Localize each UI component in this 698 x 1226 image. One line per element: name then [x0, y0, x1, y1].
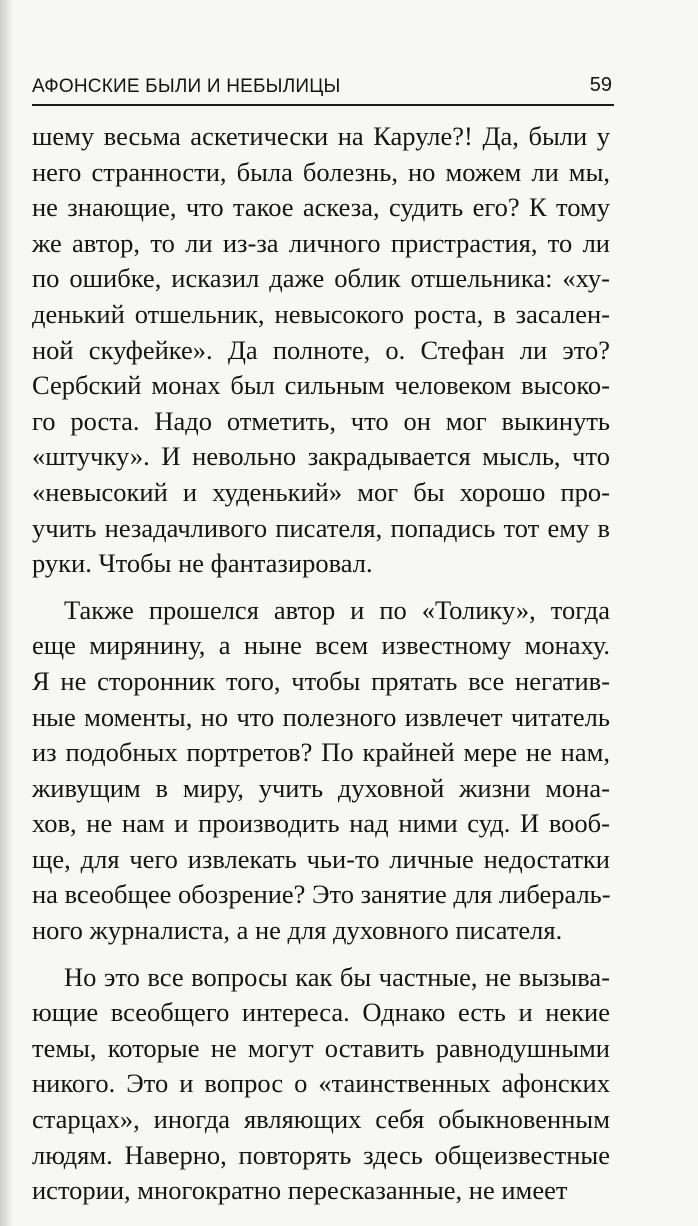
text-line: него странности, была болезнь, но можем ли мы,: [32, 156, 610, 187]
paragraph-gap: [32, 582, 610, 593]
text-line: ные моменты, но что полезного извлечет читатель: [32, 701, 610, 732]
text-line: «штучку». И невольно закрадывается мысль, что: [32, 441, 610, 472]
text-line: темы, которые не могут оставить равнодушными: [32, 1032, 610, 1063]
running-title: АФОНСКИЕ БЫЛИ И НЕБЫЛИЦЫ: [32, 76, 341, 97]
text-line: еще мирянину, а ныне всем известному монаху.: [32, 630, 610, 661]
body-text: [32, 119, 610, 1209]
text-line: руки. Чтобы не фантазировал.: [32, 548, 373, 579]
text-line: го роста. Надо отметить, что он мог выкинуть: [32, 405, 610, 436]
text-line: шему весьма аскетически на Каруле?! Да, были у: [32, 121, 610, 151]
text-line: не знающие, что такое аскеза, судить его? К тому: [32, 192, 610, 223]
text-line: на всеобщее обозрение? Это занятие для либераль-: [32, 879, 611, 910]
text-line: денький отшельник, невысокого роста, в засален-: [32, 298, 610, 329]
text-line: ще, для чего извлекать чьи-то личные недостатки: [32, 843, 610, 874]
text-line: Также прошелся автор и по «Толику», тогда: [64, 594, 610, 625]
text-line: никого. Это и вопрос о «таинственных афонских: [32, 1068, 610, 1099]
text-line: ющие всеобщего интереса. Однако есть и некие: [32, 997, 610, 1028]
text-line: истории, многократно пересказанные, не имеет: [32, 1175, 568, 1206]
text-line: Сербский монах был сильным человеком высоко-: [32, 370, 610, 401]
text-line: людям. Наверно, повторять здесь общеизвестные: [32, 1139, 610, 1170]
text-line: живущим в миру, учить духовной жизни мона-: [32, 772, 610, 803]
text-line: «невысокий и худенький» мог бы хорошо про-: [32, 476, 610, 507]
text-line: Но это все вопросы как бы частные, не вызыва-: [64, 961, 610, 992]
scan-edge-shadow: [0, 0, 14, 1226]
text-line: из подобных портретов? По крайней мере не нам,: [32, 737, 610, 768]
text-line: учить незадачливого писателя, попадись тот ему в: [32, 512, 610, 543]
text-line: старцах», иногда являющих себя обыкновенным: [32, 1104, 610, 1135]
paragraph-gap: [32, 949, 610, 960]
text-line: хов, не нам и производить над ними суд. И вооб-: [32, 808, 610, 839]
paragraph: [32, 593, 610, 949]
text-line: ной скуфейке». Да полноте, о. Стефан ли это?: [32, 334, 610, 365]
page-number: 59: [589, 74, 612, 96]
text-line: же автор, то ли из-за личного пристрастия, то ли: [32, 227, 610, 258]
paragraph: [32, 960, 610, 1209]
text-line: Я не сторонник того, чтобы прятать все негатив-: [32, 665, 610, 696]
paragraph: [32, 119, 610, 582]
page-header: [32, 72, 614, 106]
text-line: ного журналиста, а не для духовного писателя.: [32, 915, 563, 946]
text-line: по ошибке, исказил даже облик отшельника: «ху-: [32, 263, 610, 294]
